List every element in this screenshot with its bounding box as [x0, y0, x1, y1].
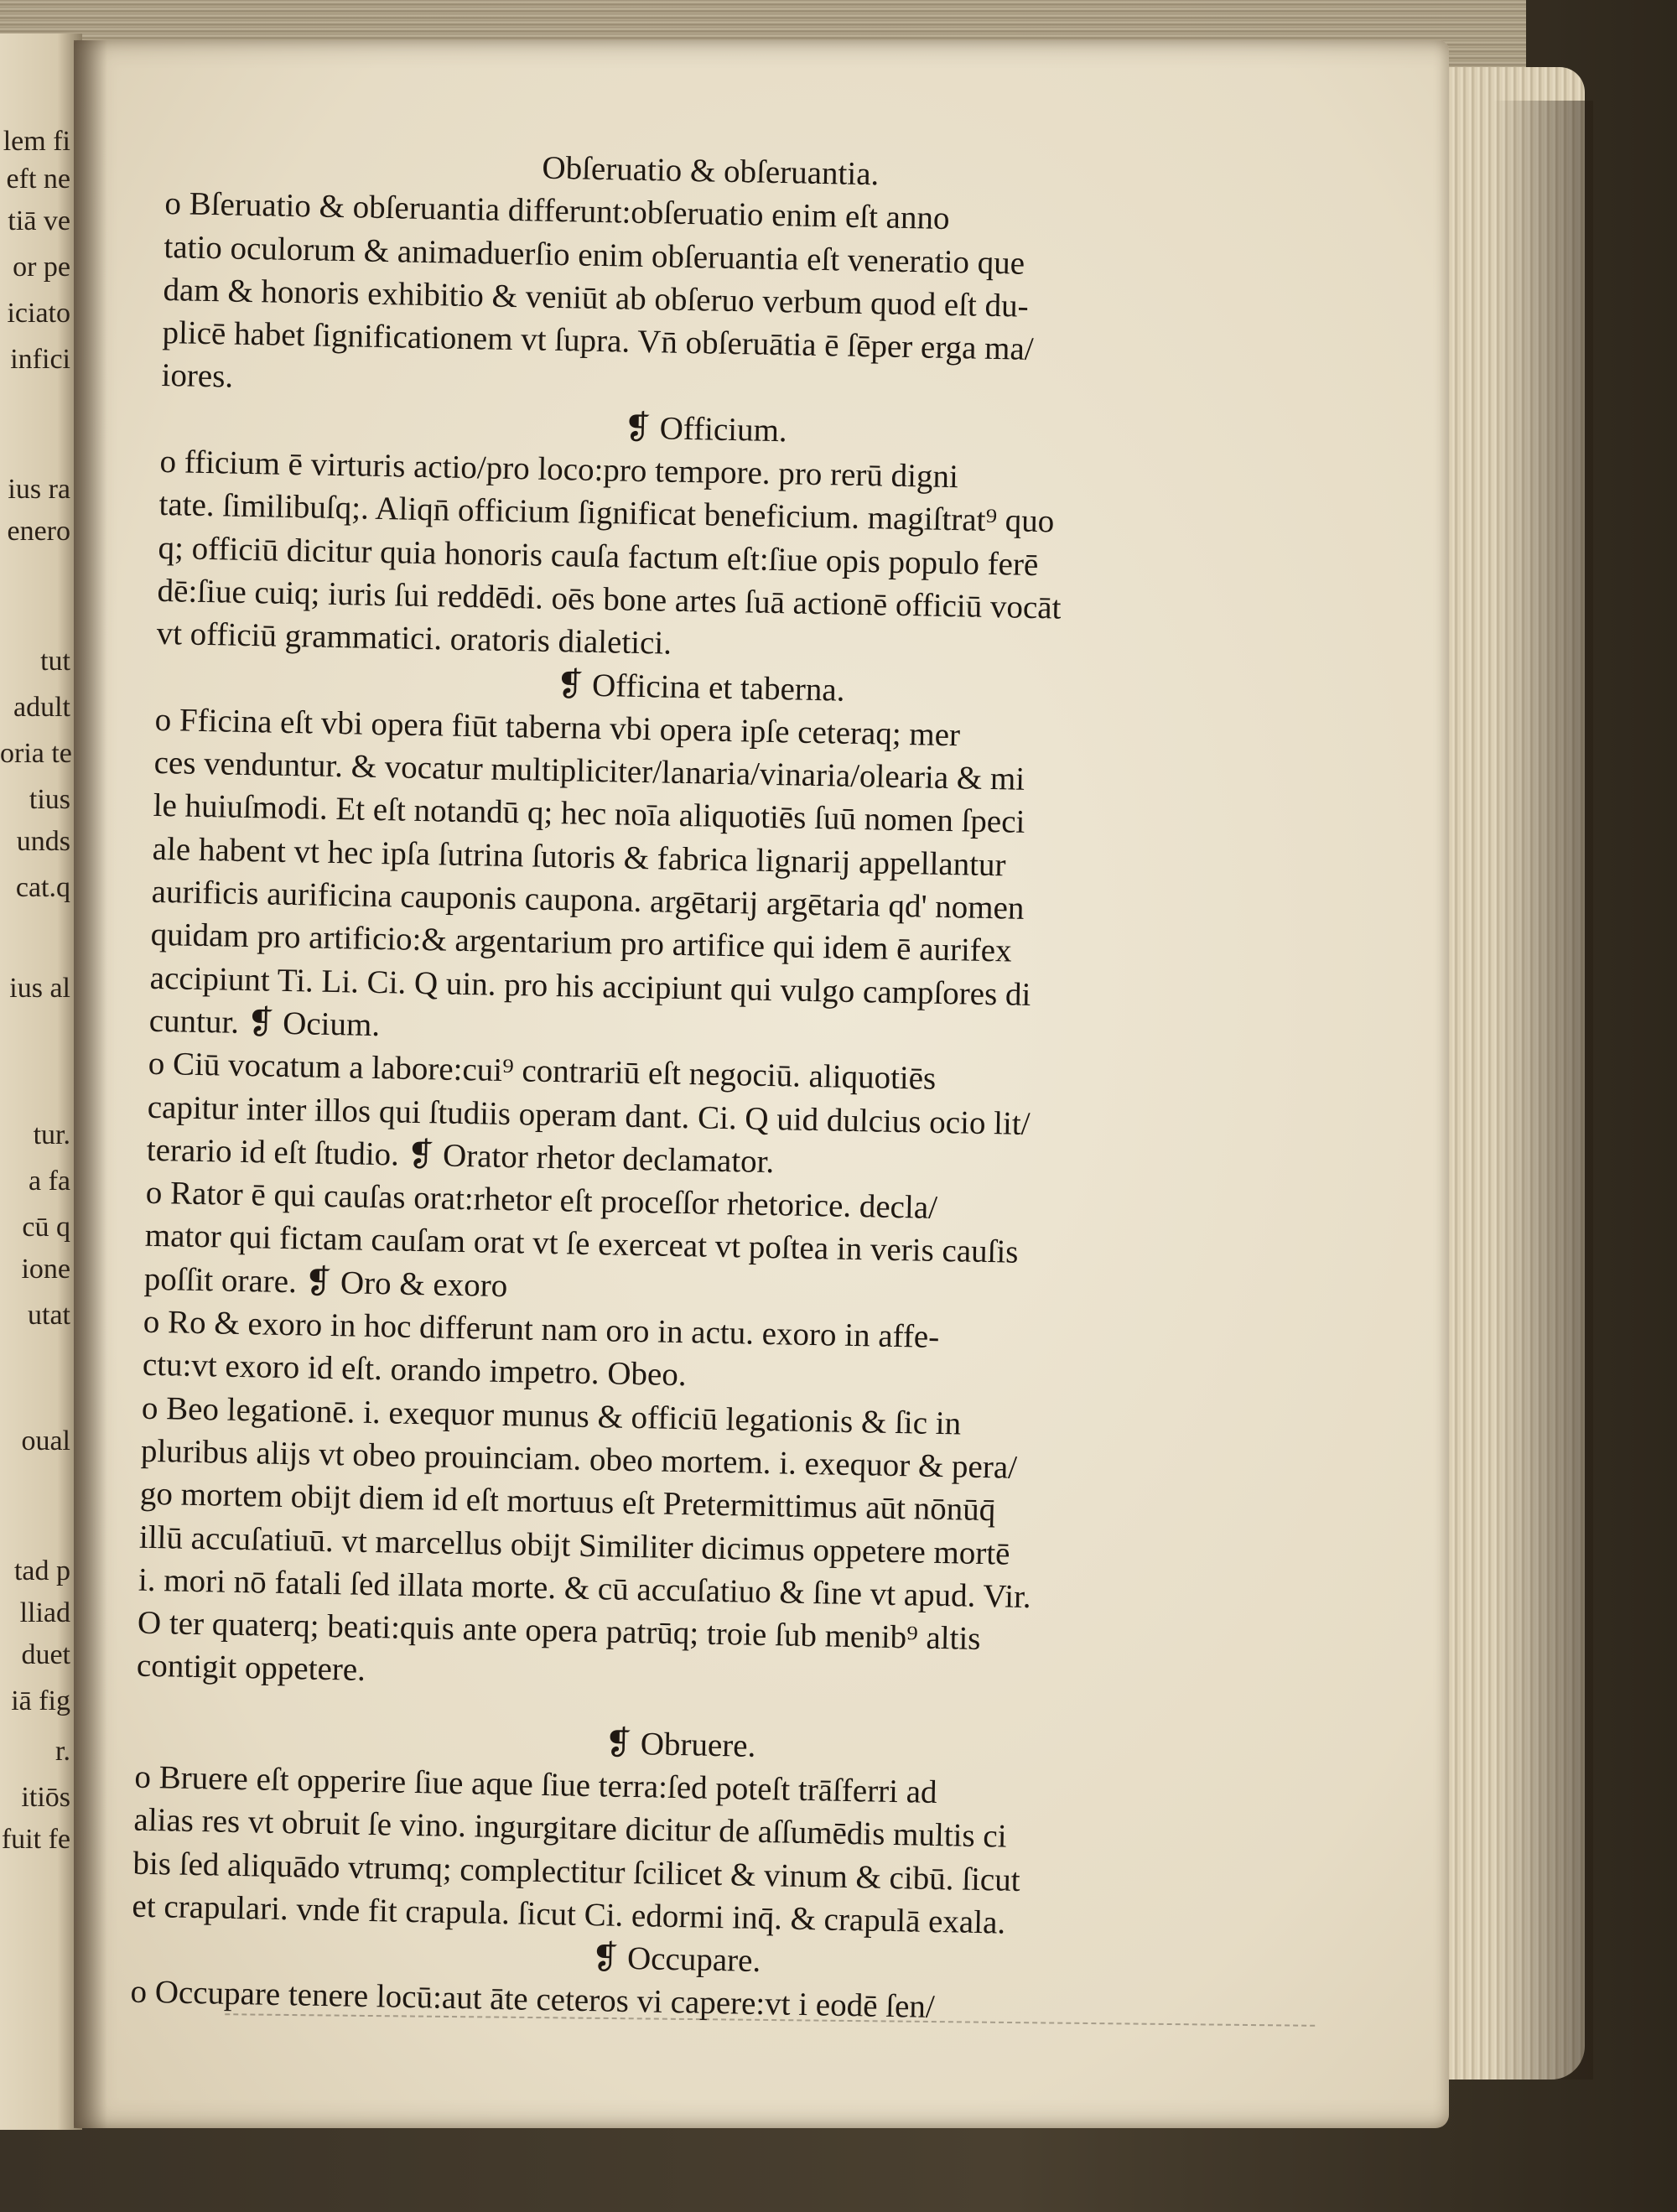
section-heading: ❡ Officium.	[623, 409, 788, 449]
text-line: q; officiū dicitur quia honoris cauſa factum eſt:ſiue opis populo ferē	[158, 529, 1039, 583]
left-margin-fragment: iā fig	[11, 1685, 70, 1716]
text-line: plicē habet ſignificationem vt ſupra. Vn̄ obſeruātia ē ſēper erga ma/	[162, 314, 1035, 368]
left-margin-fragment: eft ne	[6, 164, 70, 195]
section-heading: Obſeruatio & obſeruantia.	[542, 149, 880, 193]
left-margin-fragment: lem fi	[3, 126, 70, 157]
text-line: le huiuſmodi. Et eſt notandū q; hec noīa aliquotiēs ſuū nomen ſpeci	[153, 787, 1025, 841]
text-line: o Bſeruatio & obſeruantia differunt:obſeruatio enim eſt anno	[164, 185, 950, 237]
text-line: alias res vt obruit ſe vino. ingurgitare dicitur de aſſumēdis multis ci	[133, 1801, 1007, 1855]
text-line: illū accuſatiuū. vt marcellus obijt Similiter dicimus oppetere mortē	[138, 1519, 1010, 1572]
left-margin-fragment: fuit fe	[1, 1824, 70, 1855]
text-line: o Fficina eſt vbi opera fiūt taberna vbi opera ipſe ceteraq; mer	[154, 701, 961, 754]
left-margin-fragment: cat.q	[15, 872, 70, 903]
text-line: vt officiū grammatici. oratoris dialetici.	[156, 615, 672, 662]
left-margin-fragment: tius	[29, 784, 70, 815]
text-line: pluribus alijs vt obeo prouinciam. obeo mortem. i. exequor & pera/	[140, 1432, 1018, 1486]
text-line: et crapulari. vnde fit crapula. ſicut Ci. edormi inq̄. & crapulā exala.	[132, 1887, 1006, 1941]
page-stack-shadow	[1493, 101, 1593, 2080]
text-line: ctu:vt exoro id eſt. orando impetro. Obeo.	[142, 1347, 687, 1394]
left-margin-fragment: tad p	[13, 1555, 70, 1586]
text-line: dē:ſiue cuiq; iuris ſui reddēdi. oēs bone artes ſuā actionē officiū vocāt	[157, 572, 1062, 626]
text-line: bis ſed aliquādo vtrumq; complectitur ſcilicet & vinum & cibū. ſicut	[132, 1845, 1020, 1898]
left-margin-fragment: cū q	[22, 1212, 70, 1243]
text-line: terario id eſt ſtudio. ❡ Orator rhetor declamator.	[146, 1131, 775, 1180]
text-line: quidam pro artificio:& argentarium pro artifice qui idem ē aurifex	[150, 916, 1013, 969]
section-heading: ❡ Occupare.	[591, 1939, 761, 1980]
text-line: i. mori nō fatali ſed illata morte. & cū accuſatiuo & ſine vt apud. Vir.	[138, 1561, 1032, 1615]
gutter-shadow	[74, 40, 107, 2128]
text-line: ces venduntur. & vocatur multipliciter/lanaria/vinaria/olearia & mi	[153, 745, 1025, 797]
left-margin-fragment: tur.	[33, 1119, 70, 1150]
text-line: o fficium ē virturis actio/pro loco:pro tempore. pro rerū digni	[159, 444, 959, 496]
text-line: O ter quaterq; beati:quis ante opera patrūq; troie ſub menib⁹ altis	[137, 1604, 981, 1658]
text-line: tatio oculorum & animaduerſio enim obſeruantia eſt veneratio que	[164, 228, 1025, 282]
left-margin-fragment: itiōs	[21, 1782, 70, 1813]
left-margin-fragment: oual	[21, 1425, 70, 1456]
text-line: contigit oppetere.	[136, 1648, 366, 1689]
text-line: cuntur. ❡ Ocium.	[148, 1002, 381, 1044]
left-margin-fragment: adult	[13, 692, 70, 723]
left-margin-fragment: ione	[21, 1254, 70, 1285]
text-line: mator qui fictam cauſam orat vt ſe exerceat vt poſtea in veris cauſis	[144, 1218, 1019, 1271]
left-margin-fragment: utat	[28, 1300, 70, 1331]
text-line: tate. ſimilibuſq;. Aliqn̄ officium ſignificat beneficium. magiſtrat⁹ quo	[158, 486, 1055, 540]
left-margin-fragment: or pe	[13, 252, 70, 283]
text-line: o Beo legationē. i. exequor munus & officiū legationis & ſic in	[141, 1389, 962, 1442]
text-line: aurificis aurificina cauponis caupona. argētarij argētaria qd' nomen	[151, 873, 1025, 927]
left-margin-fragment: duet	[21, 1639, 70, 1670]
text-line: go mortem obijt diem id eſt mortuus eſt Pretermittimus aūt nōnūq̄	[139, 1475, 996, 1529]
text-line: ale habent vt hec ipſa ſutrina ſutoris & fabrica lignarij appellantur	[152, 830, 1006, 884]
text-line: o Bruere eſt opperire ſiue aque ſiue terra:ſed poteſt trāſferri ad	[134, 1758, 937, 1810]
text-line: o Occupare tenere locū:aut āte ceteros vi capere:vt i eodē ſen/	[130, 1974, 936, 2026]
text-line: accipiunt Ti. Li. Ci. Q uin. pro his accipiunt qui vulgo campſores di	[149, 959, 1031, 1013]
left-margin-fragment: iciato	[7, 298, 70, 329]
left-margin-fragment: ius ra	[8, 474, 70, 505]
left-margin-fragment: tiā ve	[8, 205, 70, 236]
left-margin-fragment: oria te	[0, 738, 72, 769]
left-margin-fragment: tut	[40, 646, 70, 677]
text-line: o Rator ē qui cauſas orat:rhetor eſt proceſſor rhetorice. decla/	[145, 1174, 938, 1227]
text-line: o Ciū vocatum a labore:cui⁹ contrariū eſt negociū. aliquotiēs	[148, 1046, 937, 1098]
left-margin-fragment: r.	[55, 1736, 70, 1767]
section-heading: ❡ Officina et taberna.	[556, 666, 845, 709]
left-margin-fragment: infici	[10, 344, 70, 375]
left-margin-fragment: ius al	[9, 973, 70, 1004]
text-line: iores.	[161, 357, 234, 396]
section-heading: ❡ Obruere.	[604, 1725, 756, 1764]
text-line: poſſit orare. ❡ Oro & exoro	[143, 1260, 508, 1304]
left-margin-fragment: a fa	[28, 1166, 70, 1197]
left-margin-fragment: enero	[7, 516, 70, 547]
left-margin-fragment: lliad	[19, 1597, 70, 1628]
page-text	[130, 139, 1256, 2034]
text-line: o Ro & exoro in hoc differunt nam oro in actu. exoro in affe-	[143, 1303, 940, 1355]
left-page-margin	[0, 34, 82, 2130]
main-page	[74, 40, 1449, 2128]
left-margin-fragment: unds	[16, 826, 70, 857]
text-line: capitur inter illos qui ſtudiis operam dant. Ci. Q uid dulcius ocio lit/	[147, 1088, 1031, 1142]
text-line: dam & honoris exhibitio & veniūt ab obſeruo verbum quod eſt du-	[163, 271, 1030, 325]
